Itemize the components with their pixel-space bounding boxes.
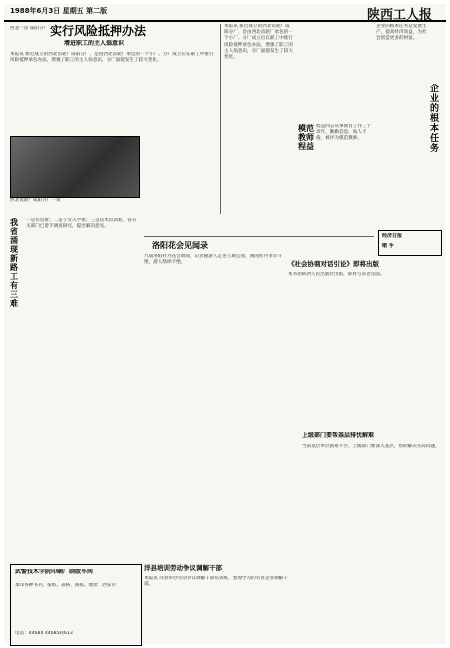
luoyang-body: 九届洛阳牡丹花会期间，记者随游人走进王城公园，满园牡丹争奇斗艳，游人络绎不绝。 (144, 254, 282, 266)
lead-kicker: 西北一齿 咸阳分厂 (10, 26, 49, 31)
publish-headline: 《社会协商对话引论》即将出版 (288, 260, 379, 268)
training-headline: 洋县培训劳动争议调解干部 (144, 564, 222, 572)
section-rule (144, 236, 374, 237)
issue-date: 1988年6月3日 星期五 第二版 (10, 7, 108, 15)
grassroots-headline: 上级部门要帮基层排忧解难 (302, 432, 375, 439)
lead-headline: 实行风险抵押办法 (50, 24, 147, 38)
grassroots-body: 当前基层单位困难不少，上级部门要深入基层，帮助解决实际问题。 (302, 444, 440, 449)
reform-headline: 企业的根本任务 (430, 84, 440, 154)
ad-box (10, 564, 142, 646)
continuation-text: 本报讯 新近成立的西北齿轮厂咸阳分厂，是由西北齿轮厂承包的一个小厂。分厂成立后在职工中推行风险抵押承包办法，增强了职工的主人翁意识，分厂面貌发生了较大变化。 (224, 24, 293, 61)
newspaper-title: 陕西工人报 (366, 8, 432, 23)
teacher-headline: 模范教师程益 (298, 124, 314, 151)
teacher-body: 程益同志从事教育工作三十余年，勤勤恳恳，诲人不倦，被评为模范教师。 (316, 124, 372, 142)
reform-body: 企业的根本任务是发展生产，提高经济效益，为社会创造更多的财富。 (376, 24, 427, 42)
ad-body: 承印各种书刊、报纸、表格、商标。地址：西安市 (15, 583, 117, 588)
lead-subhead: 增进职工的主人翁意识 (64, 40, 125, 47)
roadworker-body: 一是住房难；二是子女入学难；三是技术培训难。省有关部门已着手调查研究，提出解决意见。 (26, 218, 137, 230)
lead-body: 本报讯 新近成立的西北齿轮厂咸阳分厂，是由西北齿轮厂承包的一个小厂。分厂成立后在职工中推行风险抵押承包办法，增强了职工的主人翁意识，分厂面貌发生了较大变化。 (10, 52, 214, 64)
training-body: 本报讯 洋县举办劳动争议调解干部培训班，参加学习的有各企业调解干部。 (144, 576, 288, 588)
ad-headline: 武警技术学院印刷厂制版车间 (15, 569, 94, 575)
roadworker-headline: 我省涌现新路工有三难 (10, 218, 18, 308)
column-divider (220, 24, 221, 214)
luoyang-headline: 洛阳花会见闻录 (152, 240, 208, 250)
photo-caption: 西北齿轮厂咸阳分厂一角 (10, 198, 61, 203)
masthead (4, 4, 446, 22)
ad-phone: 电话：44684 44685转613 (15, 631, 73, 636)
publish-body: 本书由陕西人民出版社出版，即将与读者见面。 (288, 272, 385, 277)
newspaper-page (4, 4, 446, 644)
factory-photo (10, 136, 140, 198)
small-box: 经济日报 缩 手 (378, 230, 442, 256)
